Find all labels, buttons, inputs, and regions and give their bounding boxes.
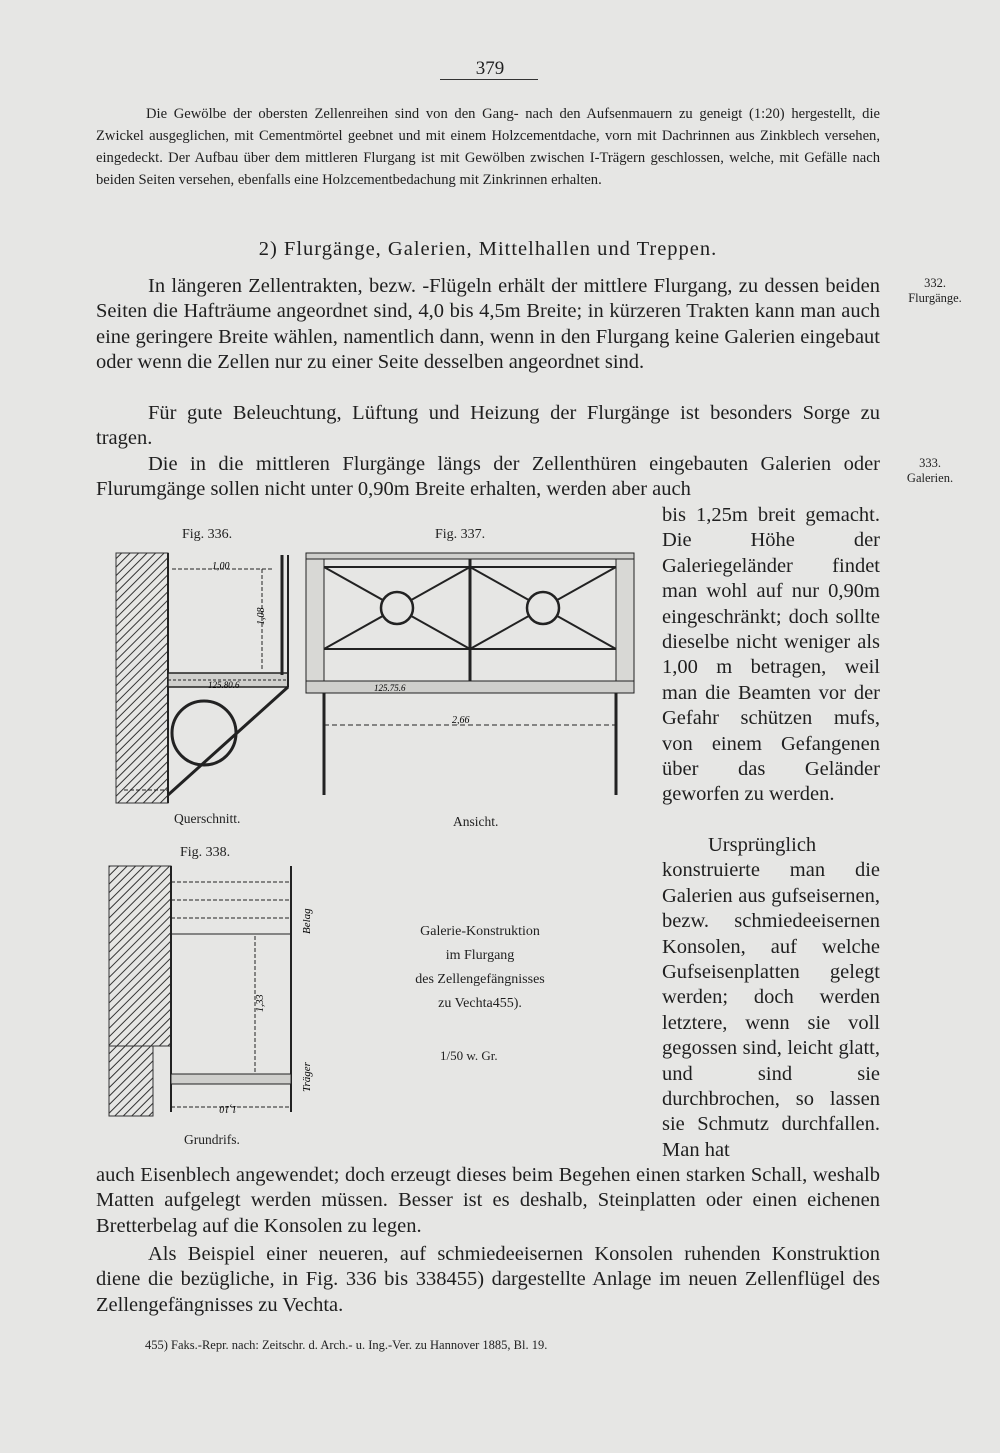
left-medallion: [381, 592, 413, 624]
galerie-caption-line-4: zu Vechta455).: [438, 996, 522, 1011]
galerie-caption-line-1: Galerie-Konstruktion: [420, 924, 540, 939]
section-heading: 2) Flurgänge, Galerien, Mittelhallen und Treppen.: [258, 238, 718, 260]
margin-note-333-number: 333.: [919, 456, 941, 470]
bracket-strut: [168, 687, 288, 795]
paragraph-3: Die in die mittleren Flurgänge längs der Zellenthüren eingebauten Galerien oder Flurumgänge sollen nicht unter 0,90m Breite erhalten, werden aber auch: [96, 453, 880, 501]
margin-note-332: [895, 276, 975, 306]
dim-1-10: 1,10: [219, 1103, 237, 1114]
dim-125-80: 125.80.6: [208, 680, 240, 690]
footnote: 455) Faks.-Repr. nach: Zeitschr. d. Arch.- u. Ing.-Ver. zu Hannover 1885, Bl. 19.: [145, 1338, 548, 1352]
fig-338-drawing: [105, 862, 320, 1132]
dim-1-08: 1,08: [256, 607, 267, 625]
paragraph-5: Als Beispiel einer neueren, auf schmiedeeisernen Konsolen ruhenden Konstruktion diene die bezügliche, in Fig. 336 bis 338455) dargestellte Anlage im neuen Zellenflügel des Zellengefängnisses zu Vechta.: [96, 1243, 880, 1316]
galerie-caption: [380, 920, 580, 1016]
galerie-caption-line-3: des Zellengefängnisses: [415, 972, 545, 987]
galerie-caption-line-2: im Flurgang: [445, 948, 515, 963]
margin-note-333: [890, 456, 970, 486]
paragraph-3-continued: bis 1,25m breit gemacht. Die Höhe der Galeriegeländer findet man wohl auf nur 0,90m eingeschränkt; doch sollte dieselbe nicht weniger als 1,00 m betragen, weil man die Beamten vor der Gefahr schützen mufs, von einem Gefangenen über das Geländer geworfen zu werden.: [662, 504, 880, 806]
handrail: [306, 553, 634, 559]
fig-336-caption: Querschnitt.: [174, 811, 241, 826]
fig-338-label: Fig. 338.: [180, 845, 231, 860]
fig-338-caption: Grundrifs.: [184, 1132, 240, 1147]
left-post: [306, 559, 324, 681]
fig-337-drawing: [300, 545, 640, 805]
bracket-ring: [172, 701, 236, 765]
right-medallion: [527, 592, 559, 624]
plan-wall-hatch: [109, 866, 171, 1046]
wall-hatch: [116, 553, 168, 803]
dim-2-66: 2,66: [452, 715, 470, 726]
fig-336-label: Fig. 336.: [182, 527, 233, 542]
paragraph-2: Für gute Beleuchtung, Lüftung und Heizung der Flurgänge ist besonders Sorge zu tragen.: [96, 402, 880, 450]
plan-wall-lower: [109, 1046, 153, 1116]
floor-beam: [306, 681, 634, 693]
plan-beam: [171, 1074, 291, 1084]
fig-337-label: Fig. 337.: [435, 527, 486, 542]
margin-note-332-label: Flurgänge.: [908, 291, 962, 305]
dim-1-00: 1,00: [212, 561, 230, 572]
page-number: 379: [475, 58, 505, 79]
dim-1-33: 1,33: [255, 994, 266, 1012]
margin-note-333-label: Galerien.: [906, 471, 954, 485]
traeger-label: Träger: [301, 1062, 313, 1092]
top-paragraph: Die Gewölbe der obersten Zellenreihen sind von den Gang- nach den Aufsenmauern zu geneigt (1:20) hergestellt, die Zwickel ausgeglichen, mit Cementmörtel geebnet und mit einem Holzcementdache, vorn mit Dachrinnen aus Zinkblech versehen, eingedeckt. Der Aufbau über dem mittleren Flurgang ist mit Gewölben zwischen I-Trägern geschlossen, welche, mit Gefälle nach beiden Seiten versehen, ebenfalls eine Holzcementbedachung mit Zinkrinnen erhalten.: [96, 106, 880, 188]
dim-125-75: 125.75.6: [374, 683, 406, 693]
page-number-rule: [440, 79, 538, 80]
paragraph-1: In längeren Zellentrakten, bezw. -Flügeln erhält der mittlere Flurgang, zu dessen beiden Seiten die Hafträume angeordnet sind, 4,0 bis 4,5m Breite; in kürzeren Trakten kann man auch eine geringere Breite wählen, namentlich dann, wenn in den Flurgang keine Galerien eingebaut oder wenn die Zellen nur zu einer Seite desselben angeordnet sind.: [96, 275, 880, 374]
belag-label: Belag: [301, 908, 313, 934]
scale-note: 1/50 w. Gr.: [440, 1048, 498, 1063]
right-post: [616, 559, 634, 681]
paragraph-4-column: Ursprünglich konstruierte man die Galerien aus gufseisernen, bezw. schmiedeeisernen Konsolen, auf welche Gufseisenplatten gelegt werden; doch werden letztere, wenn sie voll gegossen sind, leicht glatt, und sind sie durchbrochen, so lassen sie Schmutz durchfallen. Man hat: [662, 834, 880, 1161]
fig-337-caption: Ansicht.: [453, 814, 499, 829]
paragraph-4-full: auch Eisenblech angewendet; doch erzeugt dieses beim Begehen einen starken Schall, weshalb Matten aufgelegt werden müssen. Besser ist es deshalb, Steinplatten oder einen eichenen Bretterbelag auf die Konsolen zu legen.: [96, 1164, 880, 1237]
fig-336-drawing: [112, 545, 302, 810]
margin-note-332-number: 332.: [924, 276, 946, 290]
